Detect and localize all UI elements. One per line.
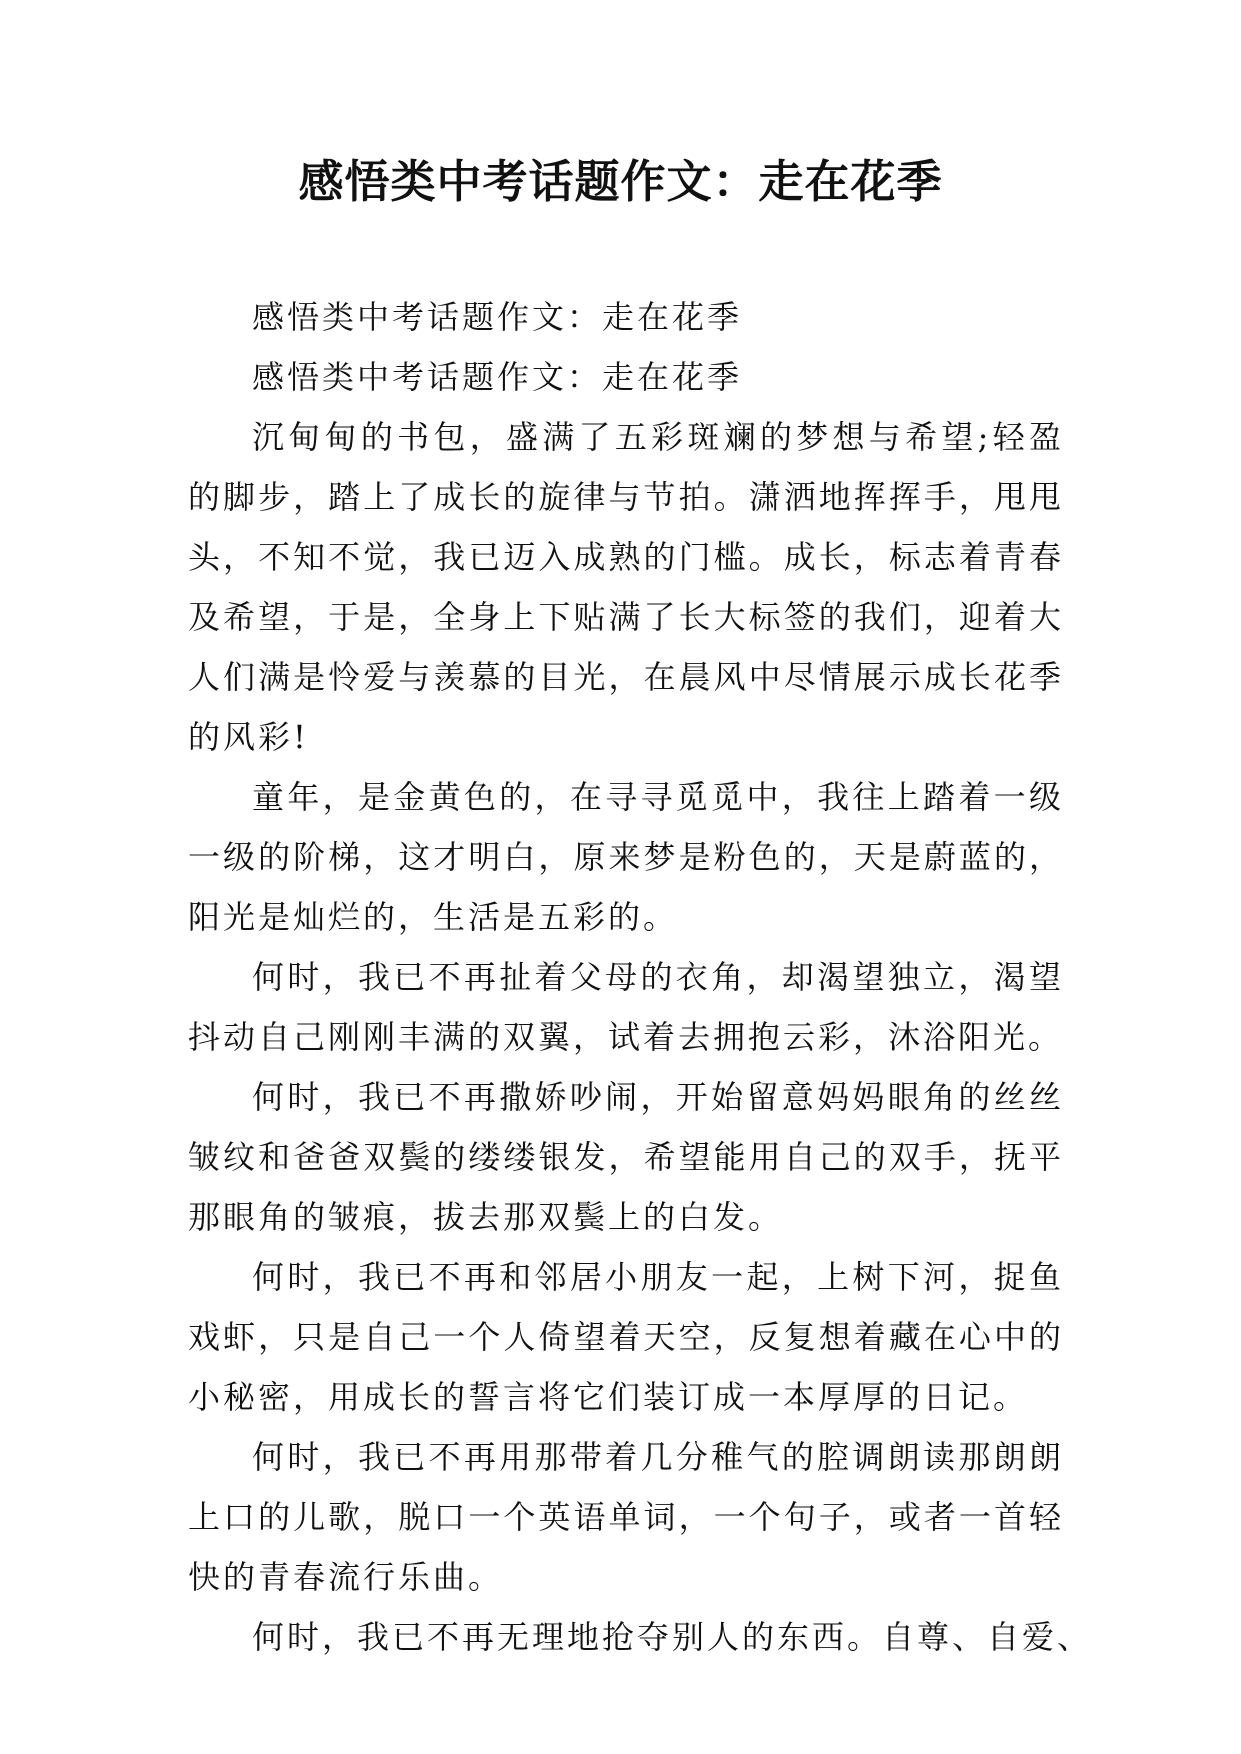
document-title: 感悟类中考话题作文：走在花季 [298,155,943,208]
paragraph: 童年，是金黄色的，在寻寻觅觅中，我往上踏着一级一级的阶梯，这才明白，原来梦是粉色的，天是蔚蓝的，阳光是灿烂的，生活是五彩的。 [188,778,1064,936]
paragraph: 何时，我已不再撒娇吵闹，开始留意妈妈眼角的丝丝皱纹和爸爸双鬓的缕缕银发，希望能用自己的双手，抚平那眼角的皱痕，拔去那双鬓上的白发。 [188,1078,1064,1236]
paragraph: 何时，我已不再和邻居小朋友一起，上树下河，捉鱼戏虾，只是自己一个人倚望着天空，反复想着藏在心中的小秘密，用成长的誓言将它们装订成一本厚厚的日记。 [188,1258,1064,1416]
document-body [188,287,1093,1667]
paragraph: 何时，我已不再扯着父母的衣角，却渴望独立，渴望抖动自己刚刚丰满的双翼，试着去拥抱云彩，沐浴阳光。 [188,958,1064,1056]
subtitle-line: 感悟类中考话题作文：走在花季 [252,358,743,396]
paragraph-last-line: 何时，我已不再无理地抢夺别人的东西。自尊、自爱、 [252,1618,1093,1656]
subtitle-line: 感悟类中考话题作文：走在花季 [252,298,743,336]
paragraph: 何时，我已不再用那带着几分稚气的腔调朗读那朗朗上口的儿歌，脱口一个英语单词，一个句子，或者一首轻快的青春流行乐曲。 [188,1438,1064,1596]
paragraph: 沉甸甸的书包，盛满了五彩斑斓的梦想与希望;轻盈的脚步，踏上了成长的旋律与节拍。潇洒地挥挥手，甩甩头，不知不觉，我已迈入成熟的门槛。成长，标志着青春及希望，于是，全身上下贴满了长大标签的我们，迎着大人们满是怜爱与羡慕的目光，在晨风中尽情展示成长花季的风彩! [188,418,1064,756]
